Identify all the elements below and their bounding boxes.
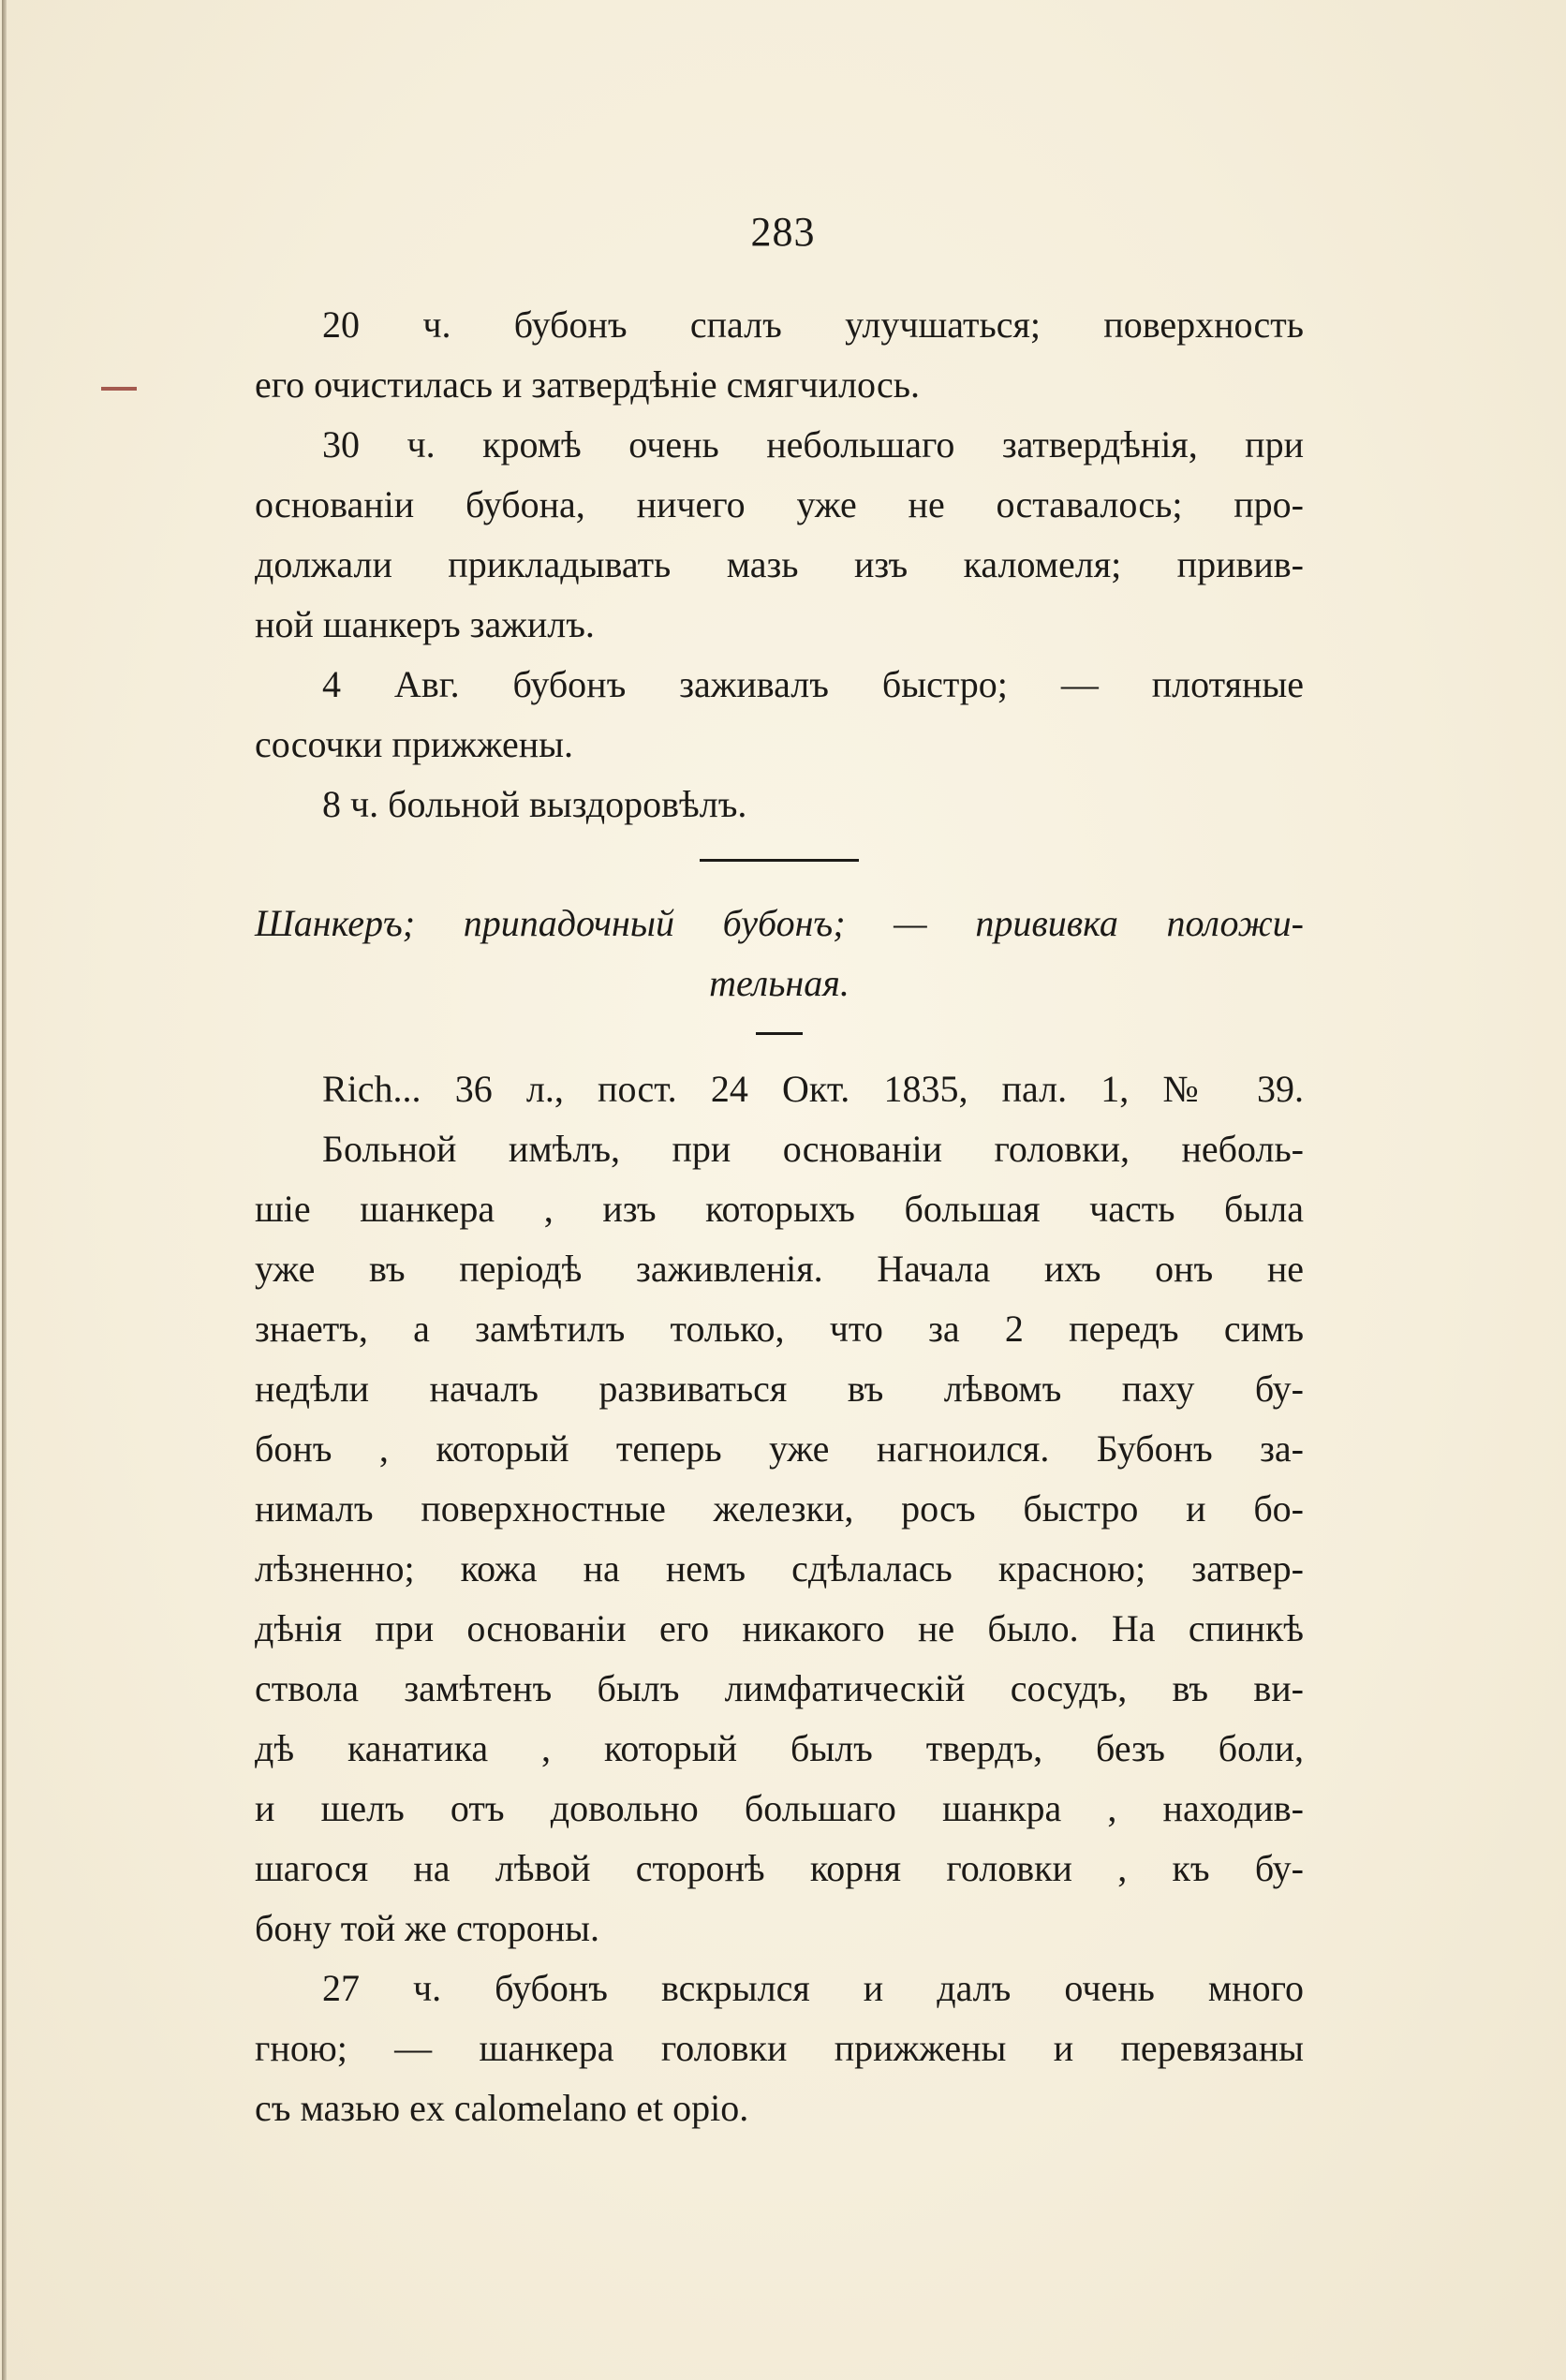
page-edge (2, 0, 7, 2380)
text-line: 20 ч. бубонъ спалъ улучшаться; поверхность (322, 303, 1304, 346)
text-line: недѣли началъ развиваться въ лѣвомъ паху бу- (255, 1367, 1304, 1410)
case-heading-line1: Шанкеръ; припадочный бубонъ; — прививка положи- (255, 902, 1304, 944)
text-line: 27 ч. бубонъ вскрылся и далъ очень много (322, 1967, 1304, 2009)
text-line: ствола замѣтенъ былъ лимфатическій сосудъ, въ ви- (255, 1667, 1304, 1709)
case-header: Rich... 36 л., пост. 24 Окт. 1835, пал. 1, № 39. (322, 1068, 1304, 1110)
text-line: Больной имѣлъ, при основаніи головки, неболь- (322, 1128, 1304, 1170)
text-line: ной шанкеръ зажилъ. (255, 603, 595, 645)
page-number: 283 (750, 209, 816, 255)
text-line: бонъ , который теперь уже нагноился. Бубонъ за- (255, 1427, 1304, 1470)
text-line: должали прикладывать мазь изъ каломеля; привив- (255, 543, 1304, 585)
text-block (255, 295, 1304, 2138)
text-line: и шелъ отъ довольно большаго шанкра , находив- (255, 1787, 1304, 1829)
text-line: 30 ч. кромѣ очень небольшаго затвердѣнія, при (322, 423, 1304, 466)
text-line: дѣнія при основаніи его никакого не было. На спинкѣ (255, 1607, 1304, 1649)
text-line: дѣ канатика , который былъ твердъ, безъ боли, (255, 1727, 1304, 1769)
text-line: шагося на лѣвой сторонѣ корня головки , къ бу- (255, 1847, 1304, 1889)
text-line: его очистилась и затвердѣніе смягчилось. (255, 363, 920, 406)
text-line: лѣзненно; кожа на немъ сдѣлалась красною; затвер- (255, 1547, 1304, 1589)
text-line: уже въ періодѣ заживленія. Начала ихъ онъ не (255, 1248, 1304, 1290)
text-line: нималъ поверхностные железки, росъ быстро и бо- (255, 1487, 1304, 1530)
section-divider (700, 859, 859, 862)
text-line: знаетъ, а замѣтилъ только, что за 2 передъ симъ (255, 1308, 1304, 1350)
case-heading-line2: тельная. (709, 962, 849, 1004)
text-line: шіе шанкера , изъ которыхъ большая часть была (255, 1188, 1304, 1230)
margin-mark (101, 387, 137, 391)
text-line: бону той же стороны. (255, 1907, 599, 1949)
text-line: съ мазью ex calomelano et opio. (255, 2087, 749, 2129)
heading-divider (756, 1032, 803, 1035)
text-line: гною; — шанкера головки прижжены и перевязаны (255, 2027, 1304, 2069)
text-line: 8 ч. больной выздоровѣлъ. (322, 783, 747, 825)
text-line: основаніи бубона, ничего уже не оставалось; про- (255, 483, 1304, 525)
text-line: сосочки прижжены. (255, 723, 574, 765)
text-line: 4 Авг. бубонъ заживалъ быстро; — плотяные (322, 663, 1304, 705)
